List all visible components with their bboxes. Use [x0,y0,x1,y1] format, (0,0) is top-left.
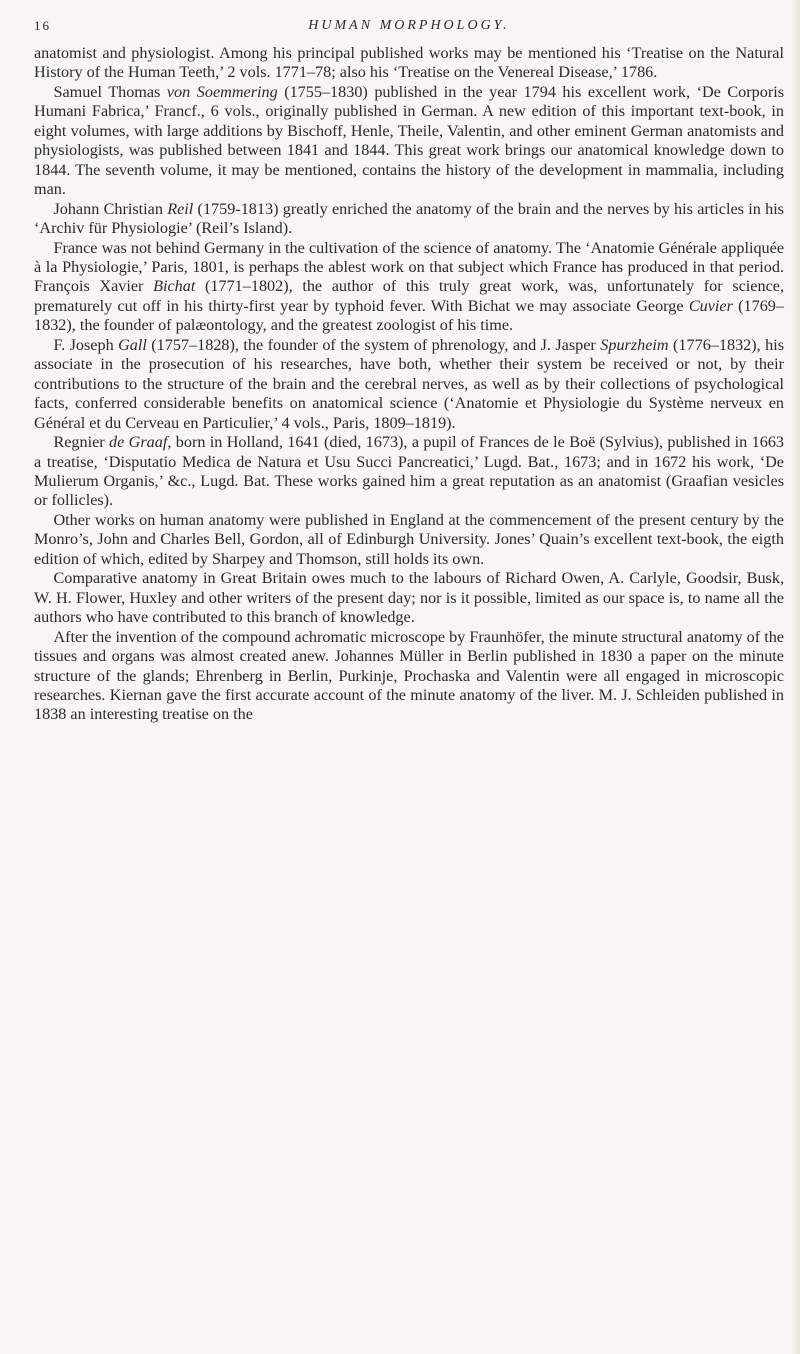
text-run: (1771–1802), the author of this truly great work, was, unfortunately for science, prematurely cut off in his thirty-first year by typhoid fever. With Bichat we may associate George [34,277,784,315]
italic-name: Gall [118,335,147,354]
page-edge-shadow [792,0,800,1354]
book-page [34,14,784,725]
text-run: France was not behind Germany in the cultivation of the science of anatomy. The ‘Anatomie Générale appliquée à la Physiologie,’ Paris, 1801, is perhaps the ablest work on that subject which France has produced in that period. François Xavier [34,238,784,296]
paragraph [34,511,784,569]
text-run: (1769–1832), the founder of palæontology, and the greatest zoologist of his time. [34,296,784,335]
italic-name: Cuvier [688,296,733,315]
paragraph [34,433,784,511]
text-run: Samuel Thomas [53,82,167,101]
text-run: Other works on human anatomy were published in England at the commencement of the present century by the Monro’s, John and Charles Bell, Gordon, all of Edinburgh University. Jones’ Quain’s excellent text-book, the eigth edition of which, edited by Sharpey and Thomson, still holds its own. [34,510,784,568]
text-run: (1776–1832), his associate in the prosecution of his researches, have both, whether their system be received or not, by their contributions to the structure of the brain and the cerebral nerves, as well as by their collections of psychological facts, conferred considerable benefits on anatomical science (‘Anatomie et Physiologie du Système nerveux en Général et du Cerveau en Particulier,’ 4 vols., Paris, 1809–1819). [34,335,784,432]
text-run: (1757–1828), the founder of the system of phrenology, and J. Jasper [146,335,601,354]
italic-name: von Soemmering [166,82,278,101]
page-number: 16 [34,18,51,33]
text-run: (1759-1813) greatly enriched the anatomy of the brain and the nerves by his articles in his ‘Archiv für Physiologie’ (Reil’s Island). [34,199,784,238]
italic-name: Reil [167,199,194,218]
running-head [34,14,784,44]
paragraph [34,569,784,627]
running-title: HUMAN MORPHOLOGY. [308,18,510,33]
paragraph [34,336,784,433]
text-run: F. Joseph [53,335,119,354]
text-run: After the invention of the compound achromatic microscope by Fraunhöfer, the minute structural anatomy of the tissues and organs was almost created anew. Johannes Müller in Berlin published in 1830 a paper on the minute structure of the glands; Ehrenberg in Berlin, Purkinje, Prochaska and Valentin were all engaged in microscopic researches. Kiernan gave the first accurate account of the minute anatomy of the liver. M. J. Schleiden published in 1838 an interesting treatise on the [34,627,784,724]
text-run: (1755–1830) published in the year 1794 his excellent work, ‘De Corporis Humani Fabrica,’ Francf., 6 vols., originally published in German. A new edition of this important text-book, in eight volumes, with large additions by Bischoff, Henle, Theile, Valentin, and other eminent German anatomists and physiologists, was published between 1841 and 1844. This great work brings our anatomical knowledge down to 1844. The seventh volume, it may be mentioned, contains the history of the development in mammalia, including man. [34,82,785,199]
paragraph-continued [34,44,784,83]
paragraph [34,200,784,239]
text-run: , born in Holland, 1641 (died, 1673), a pupil of Frances de le Boë (Sylvius), published in 1663 a treatise, ‘Disputatio Medica de Natura et Usu Succi Pancreatici,’ Lugd. Bat., 1673; and in 1672 his work, ‘De Mulierum Organis,’ &c., Lugd. Bat. These works gained him a great reputation as an anatomist (Graafian vesicles or follicles). [34,433,785,510]
text-run: Regnier [53,433,110,452]
italic-name: Bichat [153,277,196,296]
italic-name: de Graaf [109,433,168,452]
text-run: anatomist and physiologist. Among his principal published works may be mentioned his ‘Treatise on the Natural History of the Human Teeth,’ 2 vols. 1771–78; also his ‘Treatise on the Venereal Disease,’ 1786. [34,44,784,82]
body-text [34,44,784,725]
italic-name: Spurzheim [600,335,669,354]
text-run: Johann Christian [53,199,168,218]
paragraph [34,83,784,200]
text-run: Comparative anatomy in Great Britain owes much to the labours of Richard Owen, A. Carlyle, Goodsir, Busk, W. H. Flower, Huxley and other writers of the present day; nor is it possible, limited as our space is, to name all the authors who have contributed to this branch of knowledge. [34,569,784,627]
paragraph [34,239,784,336]
paragraph [34,628,784,725]
